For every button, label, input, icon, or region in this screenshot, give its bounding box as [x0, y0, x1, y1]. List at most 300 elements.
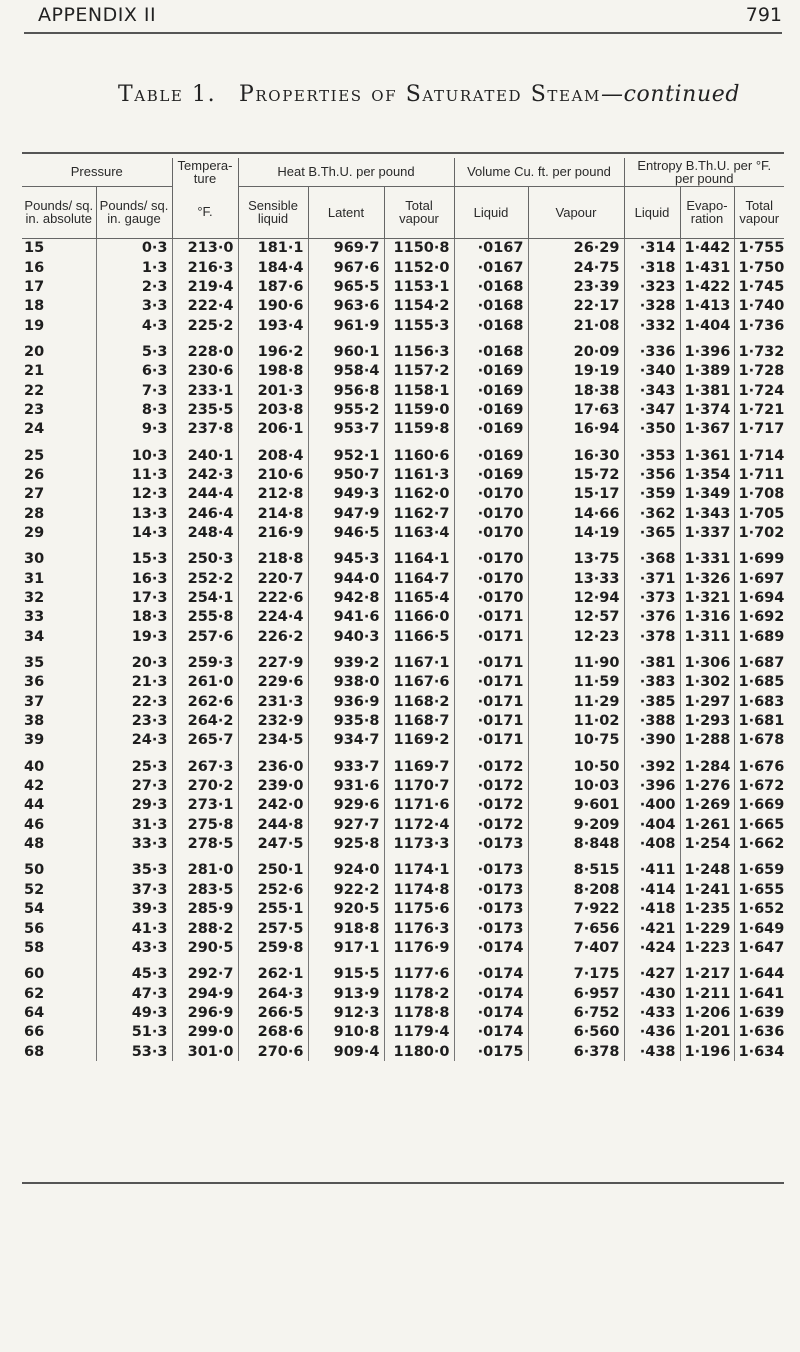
table-cell: 1·361	[680, 439, 734, 465]
table-cell: 1·276	[680, 776, 734, 795]
table-cell: 1·745	[734, 277, 784, 296]
table-cell: 929·6	[308, 796, 384, 815]
table-cell: 292·7	[172, 958, 238, 984]
table-cell: 946·5	[308, 523, 384, 542]
table-cell: 1·728	[734, 362, 784, 381]
table-cell: 213·0	[172, 238, 238, 258]
table-cell: ·0169	[454, 465, 528, 484]
table-cell: 1·396	[680, 335, 734, 361]
table-cell: 19	[24, 317, 45, 334]
table-cell: 1·672	[734, 776, 784, 795]
table-cell: 14·3	[96, 523, 172, 542]
table-cell: 9·601	[528, 796, 624, 815]
table-cell: ·438	[624, 1042, 680, 1061]
table-cell: ·0170	[454, 569, 528, 588]
table-cell: 1154·2	[384, 297, 454, 316]
table-cell: 1178·8	[384, 1003, 454, 1022]
table-cell: 913·9	[308, 984, 384, 1003]
table-cell: ·414	[624, 880, 680, 899]
table-cell: 9·3	[96, 420, 172, 439]
table-cell: 1·649	[734, 919, 784, 938]
table-cell: 68	[24, 1043, 45, 1060]
table-cell: ·0170	[454, 588, 528, 607]
table-cell: 37·3	[96, 880, 172, 899]
table-cell: 1166·0	[384, 608, 454, 627]
table-cell: 7·656	[528, 919, 624, 938]
table-cell: 11·02	[528, 711, 624, 730]
table-cell: 66	[24, 1024, 45, 1041]
table-cell: 196·2	[238, 335, 308, 361]
table-cell: 35	[24, 655, 45, 672]
table-cell: 1172·4	[384, 815, 454, 834]
table-row	[22, 938, 784, 957]
table-row	[22, 984, 784, 1003]
table-cell: 1167·1	[384, 646, 454, 672]
table-cell: 1166·5	[384, 627, 454, 646]
table-cell: 1·269	[680, 796, 734, 815]
table-cell: 1·644	[734, 958, 784, 984]
table-cell: ·368	[624, 543, 680, 569]
table-cell: 301·0	[172, 1042, 238, 1061]
table-cell: 21·3	[96, 673, 172, 692]
table-cell: 229·6	[238, 673, 308, 692]
table-cell: 28	[24, 505, 45, 522]
table-cell: 255·8	[172, 608, 238, 627]
col-header-volume-liquid: Liquid	[454, 186, 528, 238]
table-row	[22, 316, 784, 335]
running-head-title: APPENDIX II	[38, 4, 157, 26]
table-cell: 236·0	[238, 750, 308, 776]
table-cell: 1·374	[680, 400, 734, 419]
table-cell: 1·349	[680, 485, 734, 504]
table-cell: ·0174	[454, 1003, 528, 1022]
table-cell: 6·378	[528, 1042, 624, 1061]
table-cell: 1159·8	[384, 420, 454, 439]
table-cell: 1·678	[734, 731, 784, 750]
table-cell: ·314	[624, 238, 680, 258]
table-cell: 184·4	[238, 258, 308, 277]
col-header-total-vapour: Total vapour	[384, 186, 454, 238]
table-row	[22, 381, 784, 400]
table-row	[22, 900, 784, 919]
table-cell: ·353	[624, 439, 680, 465]
header-pressure: Pressure	[22, 158, 172, 186]
table-cell: 1·697	[734, 569, 784, 588]
table-cell: 1·404	[680, 316, 734, 335]
table-cell: 5·3	[96, 335, 172, 361]
table-cell: 16·94	[528, 420, 624, 439]
table-cell: 53·3	[96, 1042, 172, 1061]
table-cell: 12·94	[528, 588, 624, 607]
table-cell: 1·659	[734, 854, 784, 880]
table-cell: 220·7	[238, 569, 308, 588]
table-cell: 969·7	[308, 238, 384, 258]
header-volume: Volume Cu. ft. per pound	[454, 158, 624, 186]
table-cell: 250·1	[238, 854, 308, 880]
table-cell: 945·3	[308, 543, 384, 569]
table-row	[22, 692, 784, 711]
table-cell: 227·9	[238, 646, 308, 672]
table-cell: 1·683	[734, 692, 784, 711]
table-cell: 264·3	[238, 984, 308, 1003]
table-cell: ·336	[624, 335, 680, 361]
table-cell: 1·248	[680, 854, 734, 880]
table-cell: 924·0	[308, 854, 384, 880]
table-cell: 226·2	[238, 627, 308, 646]
table-cell: 1150·8	[384, 238, 454, 258]
steam-table	[22, 158, 784, 1061]
table-cell: ·0172	[454, 776, 528, 795]
table-cell: ·0174	[454, 958, 528, 984]
table-cell: 1·681	[734, 711, 784, 730]
table-cell: 224·4	[238, 608, 308, 627]
table-cell: 25	[24, 447, 45, 464]
table-cell: 961·9	[308, 316, 384, 335]
table-cell: ·0172	[454, 815, 528, 834]
table-cell: 965·5	[308, 277, 384, 296]
table-cell: 1·705	[734, 504, 784, 523]
table-cell: ·404	[624, 815, 680, 834]
table-cell: 912·3	[308, 1003, 384, 1022]
table-cell: 1·316	[680, 608, 734, 627]
table-cell: 254·1	[172, 588, 238, 607]
table-cell: 206·1	[238, 420, 308, 439]
table-cell: 1·196	[680, 1042, 734, 1061]
table-cell: 9·209	[528, 815, 624, 834]
table-cell: 52	[24, 881, 45, 898]
table-cell: 1·692	[734, 608, 784, 627]
table-cell: 41·3	[96, 919, 172, 938]
table-cell: 944·0	[308, 569, 384, 588]
table-cell: 26·29	[528, 238, 624, 258]
table-caption-title: Properties of Saturated Steam	[239, 82, 601, 107]
col-header-gauge: Pounds/ sq. in. gauge	[96, 186, 172, 238]
table-cell: 931·6	[308, 776, 384, 795]
table-cell: 261·0	[172, 673, 238, 692]
table-cell: 252·6	[238, 880, 308, 899]
table-cell: 262·6	[172, 692, 238, 711]
table-row	[22, 485, 784, 504]
table-cell: ·396	[624, 776, 680, 795]
table-cell: 30	[24, 551, 45, 568]
table-cell: 1·708	[734, 485, 784, 504]
table-cell: 11·59	[528, 673, 624, 692]
table-cell: 15·3	[96, 543, 172, 569]
table-cell: 231·3	[238, 692, 308, 711]
table-cell: 283·5	[172, 880, 238, 899]
table-cell: ·0172	[454, 796, 528, 815]
table-cell: 1·689	[734, 627, 784, 646]
table-cell: 1·229	[680, 919, 734, 938]
table-row	[22, 588, 784, 607]
table-cell: 963·6	[308, 297, 384, 316]
table-cell: ·343	[624, 381, 680, 400]
table-cell: ·0170	[454, 543, 528, 569]
table-cell: 1162·7	[384, 504, 454, 523]
table-cell: ·383	[624, 673, 680, 692]
table-cell: 1·235	[680, 900, 734, 919]
table-cell: 1·297	[680, 692, 734, 711]
table-cell: 257·5	[238, 919, 308, 938]
table-cell: ·388	[624, 711, 680, 730]
table-cell: ·347	[624, 400, 680, 419]
table-cell: 246·4	[172, 504, 238, 523]
table-cell: 1173·3	[384, 834, 454, 853]
table-cell: ·430	[624, 984, 680, 1003]
col-header-sensible-liquid: Sensible liquid	[238, 186, 308, 238]
table-cell: 947·9	[308, 504, 384, 523]
table-cell: 1168·2	[384, 692, 454, 711]
table-cell: 264·2	[172, 711, 238, 730]
table-row	[22, 854, 784, 880]
table-cell: ·378	[624, 627, 680, 646]
table-cell: ·318	[624, 258, 680, 277]
table-cell: 259·8	[238, 938, 308, 957]
table-cell: 39	[24, 732, 45, 749]
table-cell: ·424	[624, 938, 680, 957]
table-cell: ·0175	[454, 1042, 528, 1061]
table-row	[22, 958, 784, 984]
table-cell: ·0168	[454, 335, 528, 361]
table-cell: 39·3	[96, 900, 172, 919]
table-cell: 234·5	[238, 731, 308, 750]
table-cell: 252·2	[172, 569, 238, 588]
table-cell: ·0168	[454, 316, 528, 335]
table-row	[22, 523, 784, 542]
table-cell: 1·442	[680, 238, 734, 258]
table-cell: ·433	[624, 1003, 680, 1022]
table-cell: 34	[24, 628, 45, 645]
table-cell: 1169·2	[384, 731, 454, 750]
table-cell: ·332	[624, 316, 680, 335]
table-row	[22, 504, 784, 523]
table-cell: ·340	[624, 362, 680, 381]
table-cell: 24·3	[96, 731, 172, 750]
table-cell: 934·7	[308, 731, 384, 750]
table-cell: 1159·0	[384, 400, 454, 419]
table-cell: 218·8	[238, 543, 308, 569]
table-cell: 42	[24, 778, 45, 795]
table-cell: 1·636	[734, 1023, 784, 1042]
table-cell: 1·639	[734, 1003, 784, 1022]
table-cell: 958·4	[308, 362, 384, 381]
table-cell: 21	[24, 363, 45, 380]
table-cell: 14·66	[528, 504, 624, 523]
table-cell: 257·6	[172, 627, 238, 646]
table-cell: 216·9	[238, 523, 308, 542]
page-number: 791	[745, 4, 782, 26]
table-cell: 1157·2	[384, 362, 454, 381]
table-cell: 1·699	[734, 543, 784, 569]
table-cell: 290·5	[172, 938, 238, 957]
table-cell: ·0168	[454, 297, 528, 316]
table-cell: 8·208	[528, 880, 624, 899]
table-cell: ·0173	[454, 854, 528, 880]
table-cell: 23·3	[96, 711, 172, 730]
table-cell: ·0168	[454, 277, 528, 296]
table-cell: 10·03	[528, 776, 624, 795]
table-cell: 1·721	[734, 400, 784, 419]
table-cell: ·0167	[454, 238, 528, 258]
table-cell: 214·8	[238, 504, 308, 523]
table-cell: 45·3	[96, 958, 172, 984]
table-cell: 6·3	[96, 362, 172, 381]
table-row	[22, 258, 784, 277]
table-cell: 1171·6	[384, 796, 454, 815]
table-cell: 1168·7	[384, 711, 454, 730]
table-cell: 18·38	[528, 381, 624, 400]
table-cell: 239·0	[238, 776, 308, 795]
table-cell: ·362	[624, 504, 680, 523]
table-cell: 235·5	[172, 400, 238, 419]
table-cell: 1·3	[96, 258, 172, 277]
header-temperature: Tempera-ture	[172, 158, 238, 186]
table-cell: 266·5	[238, 1003, 308, 1022]
table-row	[22, 608, 784, 627]
table-cell: 1·389	[680, 362, 734, 381]
table-cell: 33	[24, 609, 45, 626]
table-cell: 1·326	[680, 569, 734, 588]
table-cell: ·0169	[454, 381, 528, 400]
table-row	[22, 543, 784, 569]
table-row	[22, 646, 784, 672]
table-cell: 1·687	[734, 646, 784, 672]
table-cell: 6·752	[528, 1003, 624, 1022]
table-cell: 17	[24, 278, 45, 295]
table-cell: 3·3	[96, 297, 172, 316]
table-cell: ·0174	[454, 938, 528, 957]
table-cell: 270·6	[238, 1042, 308, 1061]
table-cell: ·0169	[454, 400, 528, 419]
table-cell: ·365	[624, 523, 680, 542]
table-cell: 203·8	[238, 400, 308, 419]
table-cell: 1·634	[734, 1042, 784, 1061]
table-cell: 1·662	[734, 834, 784, 853]
header-heat: Heat B.Th.U. per pound	[238, 158, 454, 186]
table-cell: 16·3	[96, 569, 172, 588]
table-cell: 1·254	[680, 834, 734, 853]
table-cell: 1·685	[734, 673, 784, 692]
table-cell: ·0169	[454, 439, 528, 465]
table-row	[22, 796, 784, 815]
table-cell: ·0170	[454, 504, 528, 523]
table-cell: 941·6	[308, 608, 384, 627]
table-cell: 49·3	[96, 1003, 172, 1022]
table-cell: 244·4	[172, 485, 238, 504]
table-cell: ·385	[624, 692, 680, 711]
table-cell: 250·3	[172, 543, 238, 569]
table-cell: 1·694	[734, 588, 784, 607]
table-cell: 1·750	[734, 258, 784, 277]
table-cell: 20·09	[528, 335, 624, 361]
table-cell: 1160·6	[384, 439, 454, 465]
table-cell: 242·3	[172, 465, 238, 484]
table-cell: 11·29	[528, 692, 624, 711]
table-cell: 1·422	[680, 277, 734, 296]
table-cell: ·418	[624, 900, 680, 919]
table-cell: 15·17	[528, 485, 624, 504]
table-cell: 1155·3	[384, 316, 454, 335]
table-cell: 29·3	[96, 796, 172, 815]
table-row	[22, 627, 784, 646]
table-cell: 1176·9	[384, 938, 454, 957]
table-cell: ·0171	[454, 608, 528, 627]
table-cell: 8·3	[96, 400, 172, 419]
table-cell: ·0171	[454, 731, 528, 750]
table-cell: 25·3	[96, 750, 172, 776]
table-cell: ·0173	[454, 880, 528, 899]
table-cell: 296·9	[172, 1003, 238, 1022]
table-cell: 7·175	[528, 958, 624, 984]
table-cell: ·0173	[454, 900, 528, 919]
table-cell: ·328	[624, 297, 680, 316]
table-cell: 1·702	[734, 523, 784, 542]
table-cell: 44	[24, 797, 45, 814]
table-cell: 228·0	[172, 335, 238, 361]
table-cell: 935·8	[308, 711, 384, 730]
table-cell: 1·717	[734, 420, 784, 439]
table-cell: ·436	[624, 1023, 680, 1042]
table-row	[22, 297, 784, 316]
table-cell: 1·676	[734, 750, 784, 776]
table-cell: 32	[24, 590, 45, 607]
table-cell: 1152·0	[384, 258, 454, 277]
table-row	[22, 465, 784, 484]
table-cell: ·350	[624, 420, 680, 439]
table-cell: 1178·2	[384, 984, 454, 1003]
table-cell: 24	[24, 421, 45, 438]
table-row	[22, 750, 784, 776]
table-cell: 1164·1	[384, 543, 454, 569]
table-cell: 20	[24, 343, 45, 360]
table-cell: 1·331	[680, 543, 734, 569]
table-cell: ·376	[624, 608, 680, 627]
table-cell: ·0170	[454, 485, 528, 504]
table-cell: 24·75	[528, 258, 624, 277]
table-cell: ·0170	[454, 523, 528, 542]
table-cell: 1·431	[680, 258, 734, 277]
table-row	[22, 776, 784, 795]
table-cell: 1·288	[680, 731, 734, 750]
table-cell: 7·3	[96, 381, 172, 400]
table-cell: 1·711	[734, 465, 784, 484]
col-header-volume-vapour: Vapour	[528, 186, 624, 238]
table-cell: 43·3	[96, 938, 172, 957]
table-cell: 1·732	[734, 335, 784, 361]
table-cell: 33·3	[96, 834, 172, 853]
table-cell: 281·0	[172, 854, 238, 880]
table-cell: 12·3	[96, 485, 172, 504]
table-row	[22, 919, 784, 938]
table-cell: 915·5	[308, 958, 384, 984]
table-cell: 48	[24, 836, 45, 853]
table-cell: 47·3	[96, 984, 172, 1003]
table-cell: 917·1	[308, 938, 384, 957]
table-cell: 216·3	[172, 258, 238, 277]
table-cell: 1153·1	[384, 277, 454, 296]
table-cell: 38	[24, 713, 45, 730]
table-cell: 230·6	[172, 362, 238, 381]
table-cell: 933·7	[308, 750, 384, 776]
table-cell: 31	[24, 570, 45, 587]
col-header-entropy-liquid: Liquid	[624, 186, 680, 238]
table-cell: ·0171	[454, 673, 528, 692]
table-top-rule	[22, 152, 784, 154]
table-cell: 1·381	[680, 381, 734, 400]
table-cell: 938·0	[308, 673, 384, 692]
table-cell: 1·337	[680, 523, 734, 542]
table-cell: 273·1	[172, 796, 238, 815]
